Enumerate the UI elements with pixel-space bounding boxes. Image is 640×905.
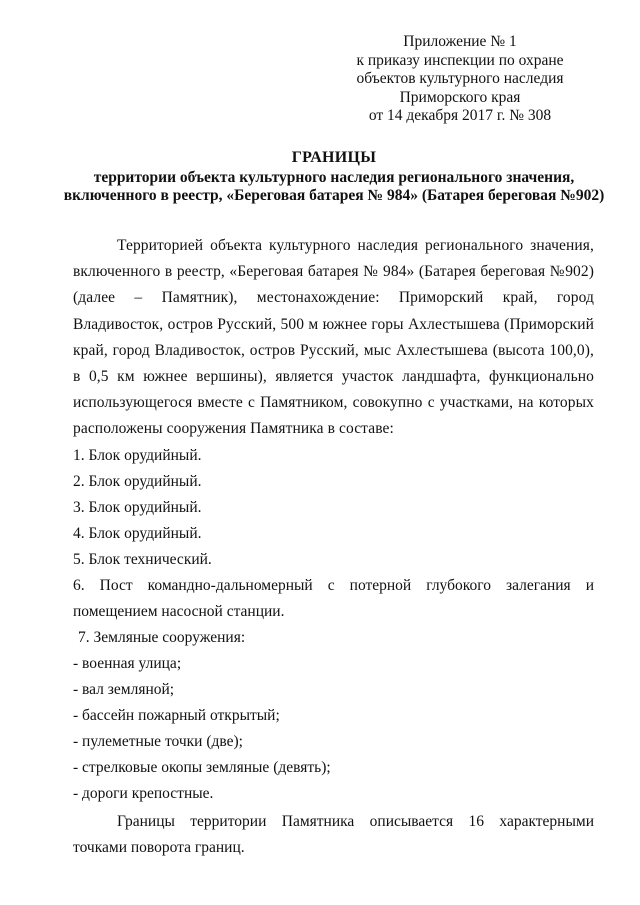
list-item: 2. Блок орудийный. bbox=[73, 472, 202, 490]
list-item: - дороги крепостные. bbox=[73, 784, 214, 802]
list-item: 4. Блок орудийный. bbox=[73, 524, 202, 542]
intro-paragraph: Территорией объекта культурного наследия регионального значения, включенного в реестр, «Береговая батарея № 984» (Батарея береговая №902) (далее – Памятник), местонахождение: Приморский край, город Владивосток, остров Русский, 500 м южнее горы Ахлестышева (Приморский край, город Владивосток, остров Русский, мыс Ахлестышева (высота 100,0), в 0,5 км южнее вершины), является участок ландшафта, функционально использующегося вместе с Памятником, совокупно с участками, на которых расположены сооружения Памятника в составе: bbox=[73, 237, 594, 438]
list-item: 5. Блок технический. bbox=[73, 550, 212, 568]
list-item: - бассейн пожарный открытый; bbox=[73, 706, 280, 724]
list-item: - военная улица; bbox=[73, 654, 182, 672]
list-item: 3. Блок орудийный. bbox=[73, 498, 202, 516]
appendix-number: Приложение № 1 bbox=[403, 33, 517, 50]
appendix-order-ref: к приказу инспекции по охране bbox=[356, 51, 564, 69]
appendix-header bbox=[340, 33, 580, 126]
list-item: 7. Земляные сооружения: bbox=[78, 628, 246, 646]
list-item: 6. Пост командно-дальномерный с потерной глубокого залегания и помещением насосной станции. bbox=[73, 576, 594, 620]
document-body bbox=[73, 233, 594, 862]
page-title: ГРАНИЦЫ bbox=[291, 149, 377, 166]
list-item: - пулеметные точки (две); bbox=[73, 732, 243, 750]
appendix-authority: объектов культурного наследия bbox=[356, 70, 564, 88]
document-title bbox=[62, 149, 606, 206]
appendix-region: Приморского края bbox=[399, 88, 521, 106]
appendix-date: от 14 декабря 2017 г. № 308 bbox=[368, 107, 552, 125]
list-item: - вал земляной; bbox=[73, 680, 175, 698]
list-item: 1. Блок орудийный. bbox=[73, 446, 202, 464]
page-subtitle: территории объекта культурного наследия регионального значения, включенного в реестр, «Береговая батарея № 984» (Батарея береговая №902) bbox=[63, 168, 605, 204]
list-item: - стрелковые окопы земляные (девять); bbox=[73, 758, 331, 776]
structures-list bbox=[73, 443, 594, 807]
closing-paragraph: Границы территории Памятника описывается 16 характерными точками поворота границ. bbox=[73, 812, 594, 857]
